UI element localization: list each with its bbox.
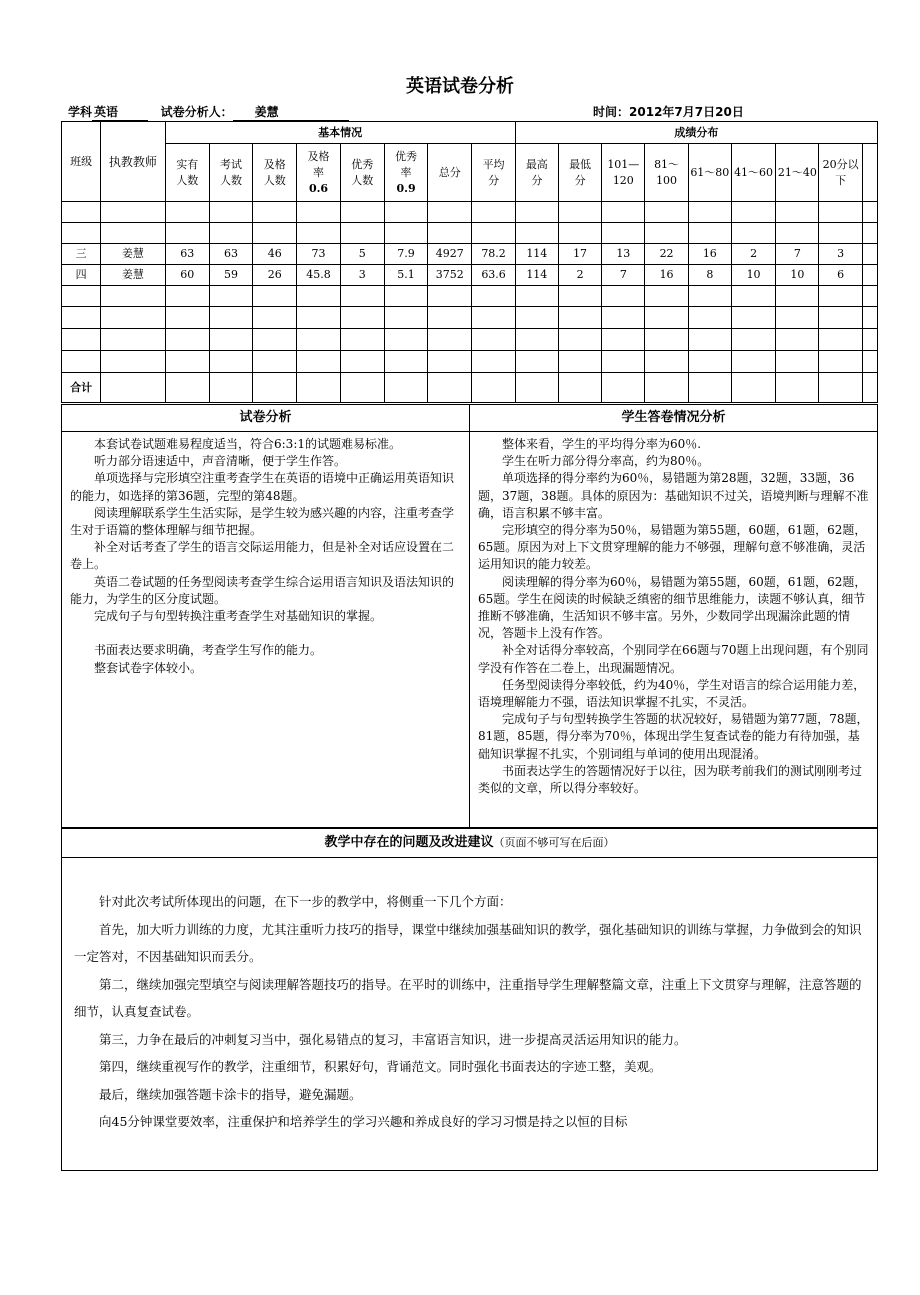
empty-cell: [645, 223, 688, 244]
empty-cell: [602, 223, 645, 244]
empty-cell: [558, 307, 601, 329]
paragraph: 单项选择与完形填空注重考查学生在英语的语境中正确运用英语知识的能力，如选择的第36题，完型的第48题。: [70, 471, 455, 503]
empty-cell: [776, 307, 819, 329]
table-cell: 22: [645, 244, 688, 265]
empty-cell: [340, 202, 384, 223]
empty-cell: [101, 307, 165, 329]
empty-cell: [101, 373, 165, 403]
empty-cell: [428, 223, 472, 244]
table-cell: 3: [819, 244, 862, 265]
empty-cell: [428, 307, 472, 329]
paragraph: 整套试卷字体较小。: [94, 660, 203, 675]
empty-cell: [645, 351, 688, 373]
paragraph: 单项选择的得分率约为60％，易错题为第28题，32题，33题，36题，37题，38题。具体的原因为：基础知识不过关，语境判断与理解不准确，语言积累不够丰富。: [478, 471, 869, 520]
empty-cell: [472, 223, 515, 244]
empty-cell: [428, 373, 472, 403]
basic-col-header: [340, 144, 384, 202]
teacher-header: 执教教师: [101, 122, 165, 202]
empty-cell: [515, 223, 558, 244]
paragraph: 学生在听力部分得分率高，约为80％。: [502, 454, 710, 469]
table-cell: 46: [253, 244, 297, 265]
table-cell: 16: [645, 265, 688, 286]
paper-analysis-text: [62, 432, 469, 827]
student-analysis-title: 学生答卷情况分析: [469, 405, 877, 431]
table-cell: 2: [558, 265, 601, 286]
empty-cell: [776, 286, 819, 307]
empty-cell: [558, 223, 601, 244]
empty-cell: [165, 373, 209, 403]
empty-cell: [472, 329, 515, 351]
improvement-section: [61, 828, 878, 1171]
empty-cell: [384, 351, 427, 373]
subject-label: 学科: [68, 105, 93, 119]
empty-cell: [688, 373, 731, 403]
dist-col-header: [776, 144, 819, 202]
empty-cell: [253, 202, 297, 223]
empty-cell: [558, 202, 601, 223]
analyst-value: 姜慧: [233, 103, 349, 121]
empty-cell: [62, 351, 101, 373]
empty-cell: [62, 307, 101, 329]
empty-cell: [62, 286, 101, 307]
table-cell: 5.1: [384, 265, 427, 286]
table-cell: 73: [297, 244, 340, 265]
empty-cell: [62, 329, 101, 351]
paragraph: [70, 625, 461, 642]
empty-cell: [731, 373, 775, 403]
improvement-note: （页面不够可写在后面）: [493, 836, 615, 849]
paragraph: 书面表达要求明确，考查学生写作的能力。: [94, 643, 323, 658]
paragraph: 向45分钟课堂要效率，注重保护和培养学生的学习兴趣和养成良好的学习习惯是持之以恒的目标: [99, 1114, 628, 1129]
empty-cell: [602, 351, 645, 373]
empty-cell: [101, 286, 165, 307]
empty-cell: [558, 329, 601, 351]
col-header-label: 实有人数: [176, 157, 199, 187]
table-cell: 26: [253, 265, 297, 286]
empty-cell: [645, 202, 688, 223]
empty-cell: [340, 286, 384, 307]
empty-cell: [819, 373, 862, 403]
empty-cell: [297, 373, 340, 403]
paragraph: 任务型阅读得分率较低，约为40％，学生对语言的综合运用能力差，语境理解能力不强，语法知识掌握不扎实，不灵活。: [478, 677, 866, 710]
empty-row: [62, 202, 878, 223]
table-cell: 10: [731, 265, 775, 286]
empty-cell: [340, 329, 384, 351]
table-cell: 60: [165, 265, 209, 286]
improvement-text: [62, 858, 877, 1136]
empty-cell: [731, 202, 775, 223]
basic-col-header: [253, 144, 297, 202]
table-cell: 10: [776, 265, 819, 286]
empty-cell: [297, 351, 340, 373]
subject-line: [68, 103, 349, 121]
empty-cell: [340, 223, 384, 244]
table-cell: 3752: [428, 265, 472, 286]
table-cell: 2: [731, 244, 775, 265]
empty-cell: [384, 373, 427, 403]
empty-cell: [165, 202, 209, 223]
table-cell: 7.9: [384, 244, 427, 265]
table-cell: 13: [602, 244, 645, 265]
table-cell: 8: [688, 265, 731, 286]
empty-cell: [862, 202, 877, 223]
empty-cell: [253, 351, 297, 373]
table-cell: 63.6: [472, 265, 515, 286]
col-header-label: 61～80: [690, 165, 730, 179]
empty-row: [62, 223, 878, 244]
empty-cell: [209, 307, 252, 329]
analysis-section: [61, 404, 878, 828]
time-label: 时间：: [593, 105, 630, 119]
col-header-label: 20分以下: [822, 157, 859, 187]
empty-cell: [862, 286, 877, 307]
empty-cell: [558, 373, 601, 403]
paragraph: 阅读理解的得分率为60％，易错题为第55题，60题，61题，62题，65题。学生在阅读的时候缺乏缜密的细节思维能力，读题不够认真，细节推断不够准确，生活知识不够丰富。另外，少数同学出现漏涂此题的情况，答题卡上没有作答。: [478, 574, 867, 641]
empty-cell: [253, 329, 297, 351]
empty-cell: [209, 223, 252, 244]
empty-cell: [472, 307, 515, 329]
empty-cell: [209, 351, 252, 373]
dist-col-header: [731, 144, 775, 202]
paper-analysis-title: 试卷分析: [239, 410, 292, 425]
empty-cell: [731, 351, 775, 373]
paragraph: 补全对话得分率较高，个别同学在66题与70题上出现问题，有个别同学没有作答在二卷上，出现漏题情况。: [478, 643, 869, 675]
empty-cell: [297, 286, 340, 307]
dist-col-header: [819, 144, 862, 202]
col-header-label: 81～100: [654, 157, 680, 187]
student-analysis-text: [469, 432, 877, 827]
empty-cell: [688, 286, 731, 307]
paragraph: 阅读理解联系学生生活实际，是学生较为感兴趣的内容，注重考查学生对于语篇的整体理解与细节把握。: [70, 505, 455, 538]
table-row: [62, 244, 878, 265]
table-cell: 5: [340, 244, 384, 265]
stats-table: [61, 121, 878, 403]
table-cell: 6: [819, 265, 862, 286]
table-cell: 三: [62, 244, 101, 265]
dist-col-header: [645, 144, 688, 202]
paragraph: 完形填空的得分率为50％，易错题为第55题，60题，61题，62题，65题。原因为对上下文贯穿理解的能力不够强，理解句意不够准确，灵活运用知识的能力较差。: [478, 523, 867, 572]
paragraph: 听力部分语速适中，声音清晰，便于学生作答。: [94, 454, 347, 469]
empty-cell: [645, 307, 688, 329]
dist-col-header: [515, 144, 558, 202]
table-row: [62, 265, 878, 286]
empty-cell: [253, 223, 297, 244]
empty-cell: [645, 286, 688, 307]
class-header: 班级: [62, 122, 101, 202]
col-header-label: 最高分: [525, 157, 548, 187]
empty-cell: [819, 286, 862, 307]
empty-cell: [297, 202, 340, 223]
empty-cell: [602, 329, 645, 351]
col-header-label: 及格人数: [263, 157, 286, 187]
empty-cell: [602, 307, 645, 329]
table-cell: 63: [209, 244, 252, 265]
col-header-label: 总分: [438, 165, 461, 179]
paragraph: 最后，继续加强答题卡涂卡的指导，避免漏题。: [99, 1086, 362, 1102]
paragraph: 第三，力争在最后的冲刺复习当中，强化易错点的复习，丰富语言知识，进一步提高灵活运用知识的能力。: [99, 1031, 687, 1047]
paragraph: 英语二卷试题的任务型阅读考查学生综合运用语言知识及语法知识的能力，为学生的区分度试题。: [70, 574, 455, 606]
empty-cell: [688, 329, 731, 351]
empty-cell: [62, 223, 101, 244]
empty-cell: [776, 202, 819, 223]
time-line: [593, 103, 744, 120]
empty-cell: [165, 223, 209, 244]
paragraph: 首先，加大听力训练的力度，尤其注重听力技巧的指导，课堂中继续加强基础知识的教学，强化基础知识的训练与掌握，力争做到会的知识一定答对，不因基础知识而丢分。: [74, 921, 862, 964]
empty-cell: [645, 329, 688, 351]
table-cell: 姜慧: [101, 265, 165, 286]
col-header-sub: 0.9: [396, 181, 416, 195]
dist-col-header: [688, 144, 731, 202]
empty-cell: [209, 202, 252, 223]
empty-cell: [731, 286, 775, 307]
table-cell: 45.8: [297, 265, 340, 286]
empty-cell: [165, 329, 209, 351]
basic-col-header: [384, 144, 427, 202]
table-cell: 7: [776, 244, 819, 265]
empty-cell: [62, 202, 101, 223]
col-header-label: 优秀率: [395, 149, 418, 179]
empty-cell: [602, 373, 645, 403]
empty-cell: [165, 351, 209, 373]
empty-cell: [340, 373, 384, 403]
col-header-label: 最低分: [569, 157, 592, 187]
empty-cell: [819, 351, 862, 373]
col-header-label: 101—120: [607, 157, 640, 187]
empty-cell: [428, 202, 472, 223]
empty-cell: [384, 329, 427, 351]
empty-cell: [688, 351, 731, 373]
empty-cell: [297, 329, 340, 351]
table-cell: 114: [515, 265, 558, 286]
time-value: 2012年7月7日20日: [629, 105, 744, 119]
empty-cell: [472, 286, 515, 307]
empty-row: [62, 286, 878, 307]
table-cell: 59: [209, 265, 252, 286]
dist-col-header: [602, 144, 645, 202]
table-cell: 7: [602, 265, 645, 286]
empty-cell: [428, 351, 472, 373]
empty-cell: [515, 329, 558, 351]
empty-row: [62, 329, 878, 351]
analyst-label: 试卷分析人：: [160, 105, 233, 119]
empty-cell: [165, 286, 209, 307]
empty-cell: [776, 351, 819, 373]
total-label: 合计: [62, 373, 101, 403]
paragraph: 针对此次考试所体现出的问题，在下一步的教学中，将侧重一下几个方面：: [99, 894, 512, 909]
empty-cell: [253, 307, 297, 329]
empty-cell: [731, 223, 775, 244]
empty-cell: [731, 329, 775, 351]
improvement-title: 教学中存在的问题及改进建议: [324, 835, 494, 850]
paragraph: 第二，继续加强完型填空与阅读理解答题技巧的指导。在平时的训练中，注重指导学生理解整篇文章，注重上下文贯穿与理解，注意答题的细节，认真复查试卷。: [74, 976, 862, 1019]
empty-cell: [384, 202, 427, 223]
empty-cell: [731, 307, 775, 329]
empty-cell: [688, 223, 731, 244]
paragraph: 整体来看，学生的平均得分率为60％.: [502, 437, 702, 451]
empty-cell: [253, 286, 297, 307]
basic-col-header: [428, 144, 472, 202]
empty-cell: [862, 223, 877, 244]
table-cell: 114: [515, 244, 558, 265]
col-header-label: 优秀人数: [351, 157, 374, 187]
col-header-label: 41～60: [734, 165, 774, 179]
empty-cell: [515, 202, 558, 223]
table-cell: 16: [688, 244, 731, 265]
empty-cell: [472, 202, 515, 223]
empty-cell: [862, 307, 877, 329]
empty-cell: [776, 373, 819, 403]
spacer-cell: [862, 244, 877, 265]
empty-cell: [101, 329, 165, 351]
empty-cell: [558, 286, 601, 307]
empty-cell: [515, 307, 558, 329]
empty-cell: [101, 202, 165, 223]
empty-cell: [101, 351, 165, 373]
empty-cell: [515, 351, 558, 373]
dist-col-header: [558, 144, 601, 202]
empty-cell: [384, 307, 427, 329]
empty-cell: [340, 351, 384, 373]
empty-cell: [472, 373, 515, 403]
empty-cell: [819, 202, 862, 223]
empty-cell: [688, 202, 731, 223]
empty-cell: [515, 373, 558, 403]
empty-cell: [776, 329, 819, 351]
empty-cell: [297, 307, 340, 329]
empty-cell: [428, 286, 472, 307]
page-title: 英语试卷分析: [406, 76, 514, 97]
empty-cell: [558, 351, 601, 373]
empty-cell: [340, 307, 384, 329]
spacer-cell: [862, 144, 877, 202]
table-cell: 四: [62, 265, 101, 286]
col-header-label: 考试人数: [220, 157, 243, 187]
empty-cell: [101, 223, 165, 244]
empty-cell: [209, 373, 252, 403]
empty-cell: [645, 373, 688, 403]
table-cell: 4927: [428, 244, 472, 265]
table-cell: 63: [165, 244, 209, 265]
basic-info-header: 基本情况: [165, 122, 515, 144]
empty-cell: [165, 307, 209, 329]
col-header-label: 平均分: [482, 157, 505, 187]
empty-cell: [428, 329, 472, 351]
paragraph: 书面表达学生的答题情况好于以往，因为联考前我们的测试刚刚考过类似的文章，所以得分率较好。: [478, 763, 863, 796]
paragraph: 本套试卷试题难易程度适当，符合6:3:1的试题难易标准。: [94, 437, 401, 451]
table-cell: 3: [340, 265, 384, 286]
basic-col-header: [165, 144, 209, 202]
empty-cell: [384, 286, 427, 307]
table-cell: 17: [558, 244, 601, 265]
empty-cell: [862, 329, 877, 351]
empty-cell: [209, 329, 252, 351]
empty-cell: [819, 223, 862, 244]
empty-cell: [688, 307, 731, 329]
col-header-label: 21～40: [777, 165, 817, 179]
empty-row: [62, 307, 878, 329]
basic-col-header: [472, 144, 515, 202]
empty-cell: [819, 307, 862, 329]
table-cell: 姜慧: [101, 244, 165, 265]
empty-cell: [862, 351, 877, 373]
col-header-label: 及格率: [307, 149, 330, 179]
empty-cell: [776, 223, 819, 244]
basic-col-header: [209, 144, 252, 202]
paragraph: 完成句子与句型转换注重考查学生对基础知识的掌握。: [94, 609, 383, 624]
empty-cell: [253, 373, 297, 403]
subject-value: 英语: [92, 103, 148, 121]
empty-row: [62, 351, 878, 373]
empty-cell: [602, 202, 645, 223]
empty-cell: [515, 286, 558, 307]
empty-cell: [602, 286, 645, 307]
table-cell: 78.2: [472, 244, 515, 265]
empty-cell: [297, 223, 340, 244]
total-row: [62, 373, 878, 403]
paragraph: 第四，继续重视写作的教学，注重细节，积累好句，背诵范文。同时强化书面表达的字迹工整，美观。: [99, 1059, 662, 1074]
empty-cell: [819, 329, 862, 351]
basic-col-header: [297, 144, 340, 202]
empty-cell: [472, 351, 515, 373]
col-header-sub: 0.6: [308, 181, 329, 195]
paragraph: 补全对话考查了学生的语言交际运用能力，但是补全对话应设置在二卷上。: [70, 540, 455, 572]
empty-cell: [384, 223, 427, 244]
empty-cell: [862, 373, 877, 403]
spacer-cell: [862, 265, 877, 286]
paragraph: 完成句子与句型转换学生答题的状况较好，易错题为第77题，78题，81题，85题，得分率为70％，体现出学生复查试卷的能力有待加强，基础知识掌握不扎实，个别词组与单词的使用出现混淆。: [478, 712, 869, 761]
empty-cell: [209, 286, 252, 307]
score-distribution-header: 成绩分布: [515, 122, 877, 144]
